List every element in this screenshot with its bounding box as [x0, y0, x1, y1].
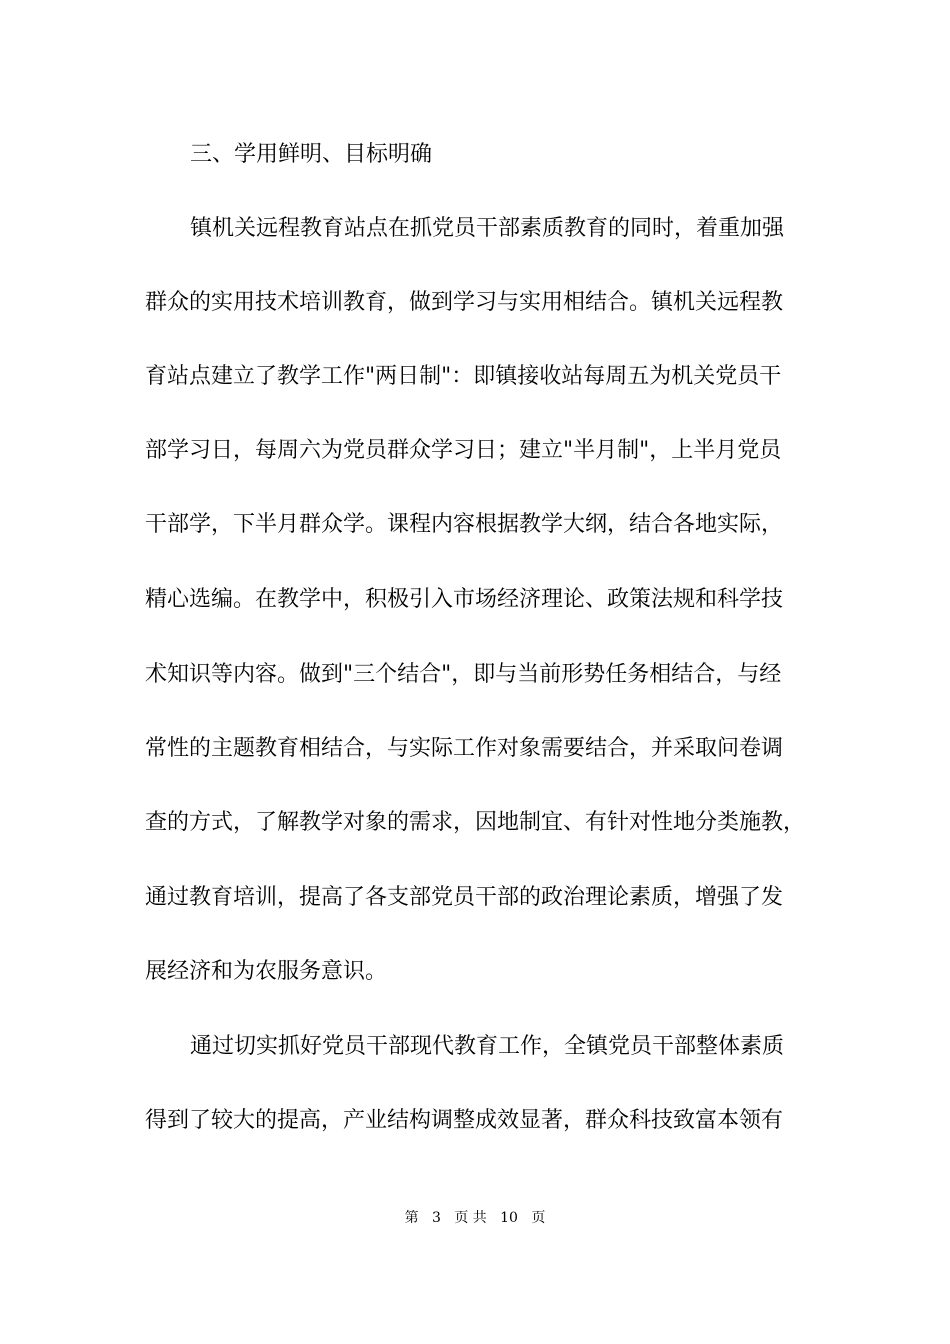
paragraph-2-line-2: 得到了较大的提高，产业结构调整成效显著，群众科技致富本领有	[145, 1108, 784, 1133]
footer-middle: 页 共	[454, 1210, 487, 1226]
paragraph-1-line-6: 精心选编。在教学中，积极引入市场经济理论、政策法规和科学技	[145, 587, 784, 612]
paragraph-1-line-5: 干部学，下半月群众学。课程内容根据教学大纲，结合各地实际，	[145, 512, 784, 537]
paragraph-1-line-1: 镇机关远程教育站点在抓党员干部素质教育的同时，着重加强	[190, 216, 785, 241]
footer-total-pages: 10	[500, 1210, 518, 1226]
page-footer	[0, 1208, 950, 1228]
paragraph-1-line-10: 通过教育培训，提高了各支部党员干部的政治理论素质，增强了发	[145, 885, 784, 910]
paragraph-2-line-1: 通过切实抓好党员干部现代教育工作，全镇党员干部整体素质	[190, 1034, 785, 1059]
section-heading: 三、学用鲜明、目标明确	[190, 142, 433, 167]
paragraph-1-line-3: 育站点建立了教学工作"两日制"：即镇接收站每周五为机关党员干	[145, 364, 782, 389]
paragraph-1-line-11: 展经济和为农服务意识。	[145, 959, 388, 984]
paragraph-1-line-7: 术知识等内容。做到"三个结合"，即与当前形势任务相结合，与经	[145, 662, 782, 687]
paragraph-1-line-4: 部学习日，每周六为党员群众学习日；建立"半月制"，上半月党员	[145, 438, 782, 463]
footer-prefix: 第	[404, 1210, 419, 1226]
paragraph-1-line-2: 群众的实用技术培训教育，做到学习与实用相结合。镇机关远程教	[145, 290, 784, 315]
footer-suffix: 页	[531, 1210, 546, 1226]
paragraph-1-line-8: 常性的主题教育相结合，与实际工作对象需要结合，并采取问卷调	[145, 736, 784, 761]
paragraph-1-line-9: 查的方式，了解教学对象的需求，因地制宜、有针对性地分类施教，	[145, 810, 806, 835]
footer-current-page: 3	[432, 1210, 441, 1226]
